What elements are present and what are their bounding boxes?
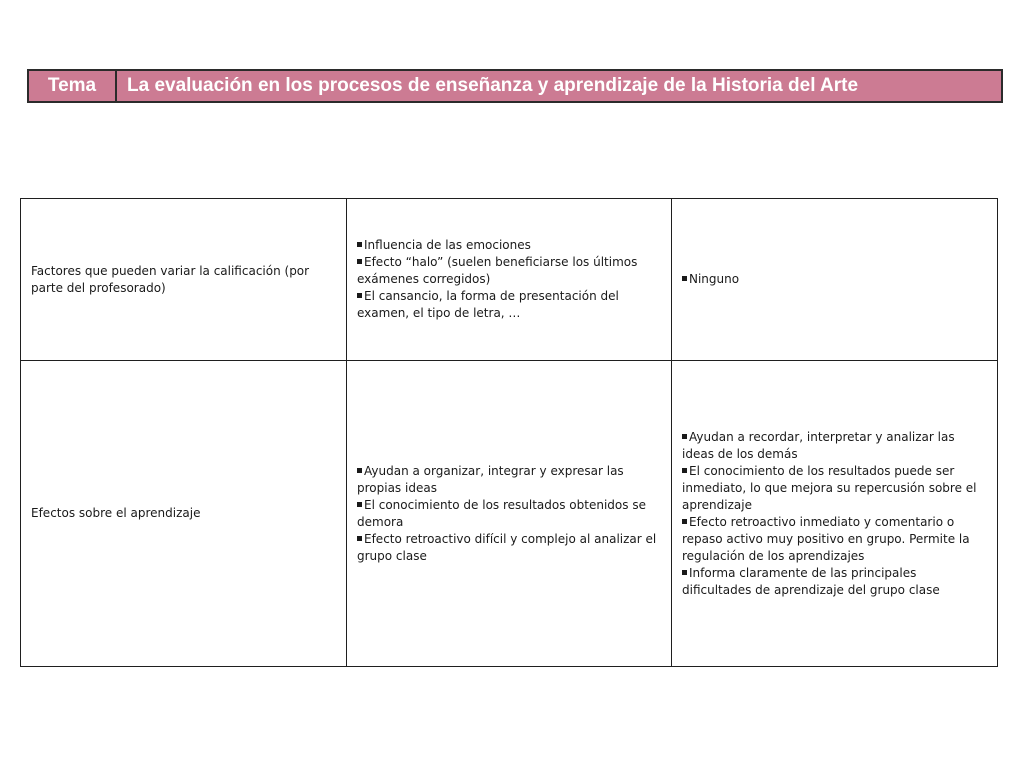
square-bullet-icon bbox=[682, 519, 687, 524]
list-item bbox=[357, 463, 661, 497]
list-item bbox=[682, 429, 987, 463]
square-bullet-icon bbox=[357, 293, 362, 298]
list-item bbox=[682, 463, 987, 514]
list-item bbox=[357, 237, 661, 254]
table-row bbox=[21, 199, 998, 361]
row-label-cell bbox=[21, 361, 347, 667]
bullet-list bbox=[357, 463, 661, 565]
list-item-text: El conocimiento de los resultados puede ser inmediato, lo que mejora su repercusión sobre el aprendizaje bbox=[682, 463, 977, 512]
list-item bbox=[357, 254, 661, 288]
row-label-cell bbox=[21, 199, 347, 361]
topic-header bbox=[27, 69, 1003, 103]
list-item-text: El cansancio, la forma de presentación del examen, el tipo de letra, … bbox=[357, 289, 619, 320]
bullet-list bbox=[682, 271, 987, 288]
column-2-cell bbox=[347, 361, 672, 667]
list-item bbox=[357, 531, 661, 565]
square-bullet-icon bbox=[357, 259, 362, 264]
square-bullet-icon bbox=[682, 570, 687, 575]
square-bullet-icon bbox=[682, 468, 687, 473]
column-3-cell bbox=[672, 361, 998, 667]
list-item-text: Efecto retroactivo difícil y complejo al analizar el grupo clase bbox=[357, 531, 657, 563]
comparison-table bbox=[20, 198, 998, 667]
list-item bbox=[682, 271, 987, 288]
list-item-text: Influencia de las emociones bbox=[364, 238, 531, 252]
square-bullet-icon bbox=[357, 242, 362, 247]
list-item-text: El conocimiento de los resultados obtenidos se demora bbox=[357, 497, 646, 529]
column-2-cell bbox=[347, 199, 672, 361]
row-label: Efectos sobre el aprendizaje bbox=[31, 506, 201, 520]
bullet-list bbox=[357, 237, 661, 322]
list-item bbox=[357, 288, 661, 322]
list-item bbox=[682, 565, 987, 599]
square-bullet-icon bbox=[682, 276, 687, 281]
list-item bbox=[682, 514, 987, 565]
square-bullet-icon bbox=[357, 468, 362, 473]
list-item-text: Informa claramente de las principales dificultades de aprendizaje del grupo clase bbox=[682, 565, 940, 597]
square-bullet-icon bbox=[682, 434, 687, 439]
square-bullet-icon bbox=[357, 536, 362, 541]
list-item-text: Efecto “halo” (suelen beneficiarse los últimos exámenes corregidos) bbox=[357, 255, 638, 286]
list-item-text: Ayudan a organizar, integrar y expresar las propias ideas bbox=[357, 463, 624, 495]
bullet-list bbox=[682, 429, 987, 599]
list-item-text: Efecto retroactivo inmediato y comentario o repaso activo muy positivo en grupo. Permite la regulación de los aprendizajes bbox=[682, 514, 970, 563]
tema-label: Tema bbox=[29, 71, 117, 101]
list-item-text: Ninguno bbox=[689, 272, 740, 286]
list-item-text: Ayudan a recordar, interpretar y analizar las ideas de los demás bbox=[682, 429, 955, 461]
square-bullet-icon bbox=[357, 502, 362, 507]
topic-title: La evaluación en los procesos de enseñanza y aprendizaje de la Historia del Arte bbox=[127, 75, 859, 96]
row-label: Factores que pueden variar la calificación (por parte del profesorado) bbox=[31, 263, 310, 295]
list-item bbox=[357, 497, 661, 531]
table-row bbox=[21, 361, 998, 667]
column-3-cell bbox=[672, 199, 998, 361]
